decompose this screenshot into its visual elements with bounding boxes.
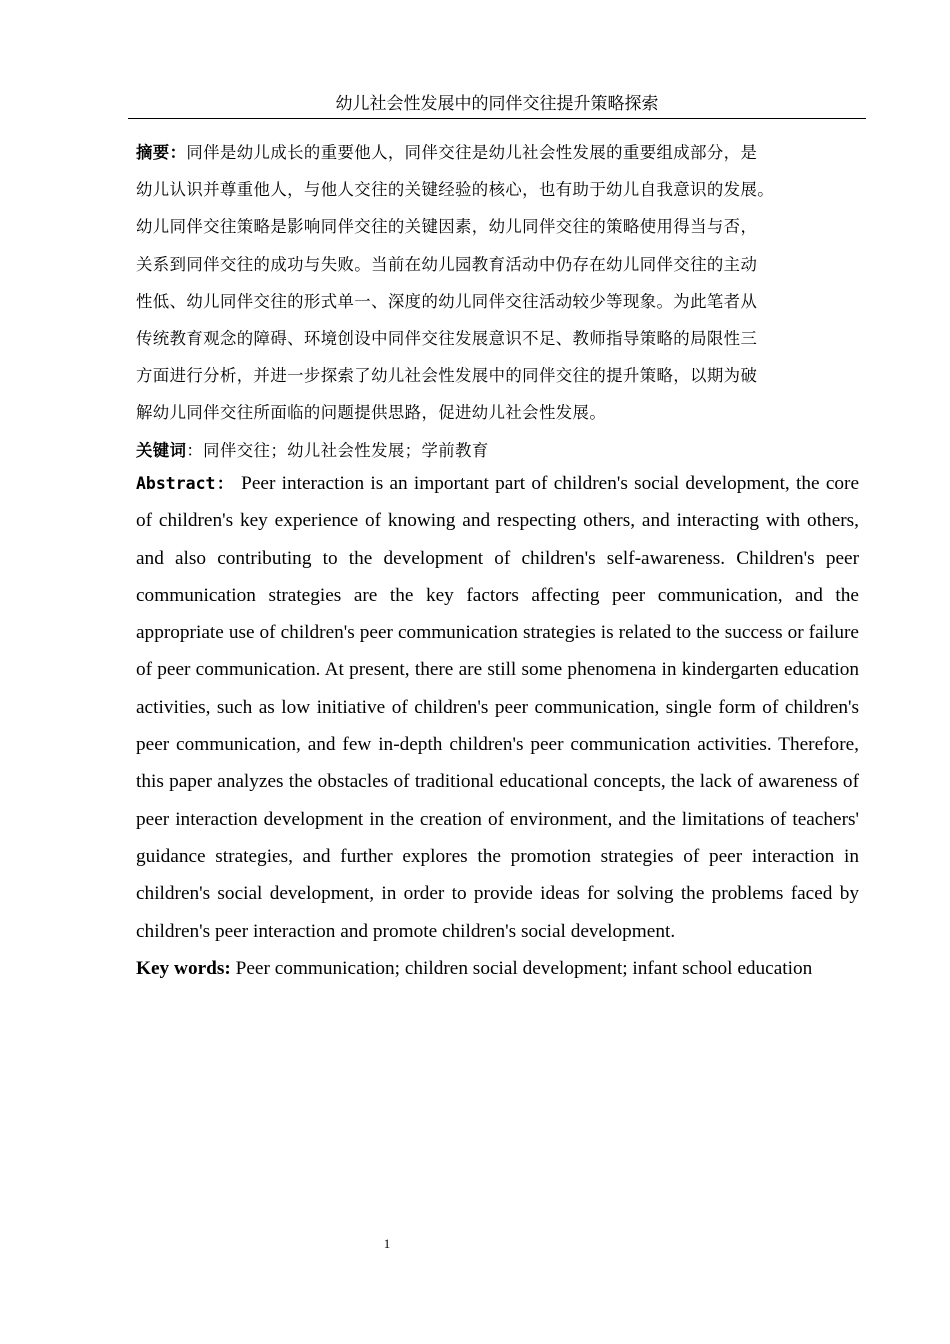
abstract-line-7: 方面进行分析，并进一步探索了幼儿社会性发展中的同伴交往的提升策略，以期为破 (136, 366, 758, 386)
abstract-line-4: 关系到同伴交往的成功与失败。当前在幼儿园教育活动中仍存在幼儿同伴交往的主动 (136, 254, 758, 274)
chinese-abstract (136, 134, 860, 432)
english-abstract-text: Peer interaction is an important part of children's social development, the core of children's key experience of knowing and respecting others, and interacting with others, and also contributing to the development of children's self-awareness. Children's peer communication strategies are the key factors affecting peer communication, and the appropriate use of children's peer communication strategies is related to the success or failure of peer communication. At present, there are still some phenomena in kindergarten education activities, such as low initiative of children's peer communication, single form of children's peer communication, and few in-depth children's peer communication activities. Therefore, this paper analyzes the obstacles of traditional educational concepts, the lack of awareness of peer interaction development in the creation of environment, and the limitations of teachers' guidance strategies, and further explores the promotion strategies of peer interaction in children's social development, in order to provide ideas for solving the problems faced by children's peer interaction and promote children's social development. (136, 473, 859, 942)
abstract-line-5: 性低、幼儿同伴交往的形式单一、深度的幼儿同伴交往活动较少等现象。为此笔者从 (136, 291, 758, 311)
english-keywords (136, 950, 859, 987)
abstract-line-3: 幼儿同伴交往策略是影响同伴交往的关键因素，幼儿同伴交往的策略使用得当与否， (136, 217, 758, 237)
page-number: 1 (383, 1236, 391, 1251)
chinese-keywords (136, 432, 860, 469)
abstract-line-8: 解幼儿同伴交往所面临的问题提供思路，促进幼儿社会性发展。 (136, 403, 607, 423)
abstract-line-6: 传统教育观念的障碍、环境创设中同伴交往发展意识不足、教师指导策略的局限性三 (136, 329, 758, 349)
abstract-text: 同伴是幼儿成长的重要他人，同伴交往是幼儿社会性发展的重要组成部分，是 (186, 143, 758, 162)
english-abstract (136, 465, 859, 950)
keywords-text: ：同伴交往；幼儿社会性发展；学前教育 (186, 440, 489, 460)
abstract-label: 摘要： (136, 143, 187, 162)
english-keywords-text: Peer communication; children social development; infant school education (230, 957, 813, 979)
running-header: 幼儿社会性发展中的同伴交往提升策略探索 (128, 92, 866, 119)
keywords-label: 关键词 (136, 440, 187, 460)
abstract-line-2: 幼儿认识并尊重他人，与他人交往的关键经验的核心，也有助于幼儿自我意识的发展。 (136, 180, 775, 200)
abstract-line-1 (136, 134, 860, 171)
chinese-abstract-section (136, 134, 860, 469)
english-abstract-label: Abstract： (136, 474, 235, 493)
english-keywords-label: Key words: (136, 957, 231, 979)
english-abstract-section (136, 465, 859, 987)
